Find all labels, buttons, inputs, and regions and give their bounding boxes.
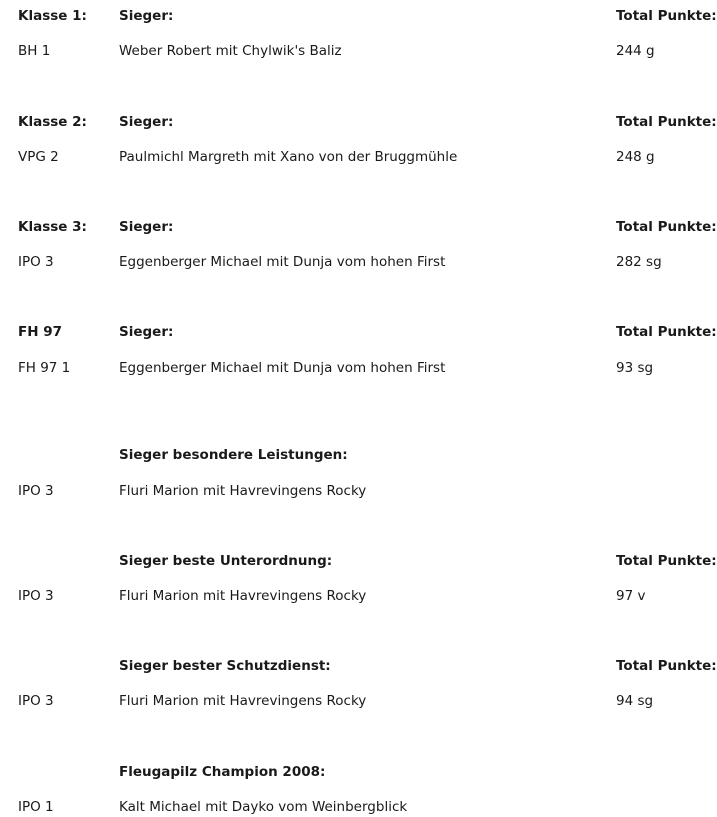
points-value: 94 sg: [616, 693, 654, 709]
winner-name: Eggenberger Michael mit Dunja vom hohen First: [119, 254, 446, 270]
points-value: 97 v: [616, 588, 646, 604]
winner-heading: Sieger:: [119, 8, 174, 24]
class-level: BH 1: [18, 43, 51, 59]
points-heading: Total Punkte:: [616, 658, 717, 674]
winner-name: Paulmichl Margreth mit Xano von der Bruggmühle: [119, 149, 458, 165]
winner-heading: Sieger:: [119, 324, 174, 340]
obedience-award-heading: Sieger beste Unterordnung:: [119, 553, 333, 569]
winner-heading: Sieger:: [119, 114, 174, 130]
points-heading: Total Punkte:: [616, 553, 717, 569]
class-level: IPO 3: [18, 254, 54, 270]
points-value: 244 g: [616, 43, 655, 59]
winner-name: Fluri Marion mit Havrevingens Rocky: [119, 588, 367, 604]
class-label: Klasse 1:: [18, 8, 87, 24]
winner-name: Weber Robert mit Chylwik's Baliz: [119, 43, 342, 59]
class-label: Klasse 3:: [18, 219, 87, 235]
points-heading: Total Punkte:: [616, 324, 717, 340]
class-level: IPO 1: [18, 799, 54, 815]
winner-name: Fluri Marion mit Havrevingens Rocky: [119, 483, 367, 499]
points-heading: Total Punkte:: [616, 114, 717, 130]
points-value: 93 sg: [616, 360, 654, 376]
winner-heading: Sieger:: [119, 219, 174, 235]
class-level: IPO 3: [18, 588, 54, 604]
class-label: Klasse 2:: [18, 114, 87, 130]
class-level: IPO 3: [18, 483, 54, 499]
class-level: VPG 2: [18, 149, 59, 165]
champion-heading: Fleugapilz Champion 2008:: [119, 764, 326, 780]
winner-name: Eggenberger Michael mit Dunja vom hohen First: [119, 360, 446, 376]
special-award-heading: Sieger besondere Leistungen:: [119, 447, 348, 463]
class-label: FH 97: [18, 324, 63, 340]
points-heading: Total Punkte:: [616, 8, 717, 24]
points-heading: Total Punkte:: [616, 219, 717, 235]
points-value: 248 g: [616, 149, 655, 165]
points-value: 282 sg: [616, 254, 662, 270]
protection-award-heading: Sieger bester Schutzdienst:: [119, 658, 331, 674]
winner-name: Fluri Marion mit Havrevingens Rocky: [119, 693, 367, 709]
class-level: FH 97 1: [18, 360, 71, 376]
winner-name: Kalt Michael mit Dayko vom Weinbergblick: [119, 799, 408, 815]
class-level: IPO 3: [18, 693, 54, 709]
